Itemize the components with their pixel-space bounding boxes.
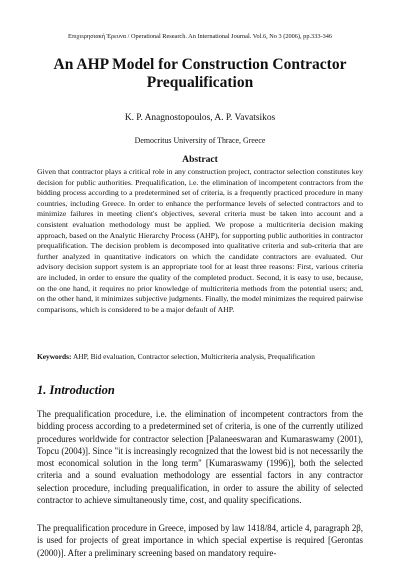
paper-title: An AHP Model for Construction Contractor Prequalification [53, 56, 347, 91]
abstract-heading: Abstract [182, 154, 218, 165]
introduction-paragraph-1: The prequalification procedure, i.e. the elimination of incompetent contractors from the bidding process according to a predetermined set of criteria, is one of the currently utilized procedures worldwide for contractor selection [Palaneeswaran and Kumaraswamy (2001), Topcu (2004)]. Since "it is increasingly recognized that the lowest bid is not necessarily the most economical solution in the long term" [Kumaraswamy (1996)], both the selected criteria and a sound evaluation methodology are essential factors in any contractor selection procedure, including prequalification, in order to assure the ability of selected contractor to achieve simultaneously time, cost, and quality specifications. [37, 409, 363, 505]
introduction-paragraph-2: The prequalification procedure in Greece, imposed by law 1418/84, article 4, paragraph 2β, is used for projects of great importance in which special expertise is required [Gerontas (2000)]. After a preliminary screening based on mandatory require- [37, 523, 363, 558]
introduction-heading: 1. Introduction [37, 383, 115, 397]
author-affiliation: Democritus University of Thrace, Greece [134, 136, 266, 145]
running-header: Επιχειρησιακή Έρευνα / Operational Research. An International Journal. Vol.6, No 3 (2006), pp.333-346 [67, 33, 333, 40]
keywords-label: Keywords: [37, 352, 72, 361]
keywords-line [37, 352, 363, 361]
keywords-text: AHP, Bid evaluation, Contractor selection, Multicriteria analysis, Prequalification [72, 352, 315, 361]
abstract-text: Given that contractor plays a critical role in any construction project, contractor selection constitutes key decision for public authorities. Prequalification, i.e. the elimination of incompetent contractors from the bidding process according to a predetermined set of criteria, is a frequently practiced procedure in many countries, including Greece. In order to enhance the performance levels of selected contractors and to minimize failures in meeting client's objectives, several criteria must be taken into account and a consistent evaluation methodology must be applied. We propose a multicriteria decision making approach, based on the Analytic Hierarchy Process (AHP), for supporting public authorities in contractor prequalification. The decision problem is decomposed into qualitative criteria and sub-criteria that are further analyzed in quantitative indicators on which the candidate contractors are evaluated. Our advisory decision support system is an appropriate tool for at least three reasons: First, various criteria are included, in order to ensure the quality of the completed product. Second, it is easy to use, because, on the one hand, it requires no prior knowledge of multicriteria methods from the potential users; and, on the other hand, it minimizes subjective judgments. Finally, the model minimizes the required pairwise comparisons, which is considered to be a major default of AHP. [37, 167, 363, 314]
paper-authors: K. P. Anagnostopoulos, A. P. Vavatsikos [124, 113, 276, 123]
